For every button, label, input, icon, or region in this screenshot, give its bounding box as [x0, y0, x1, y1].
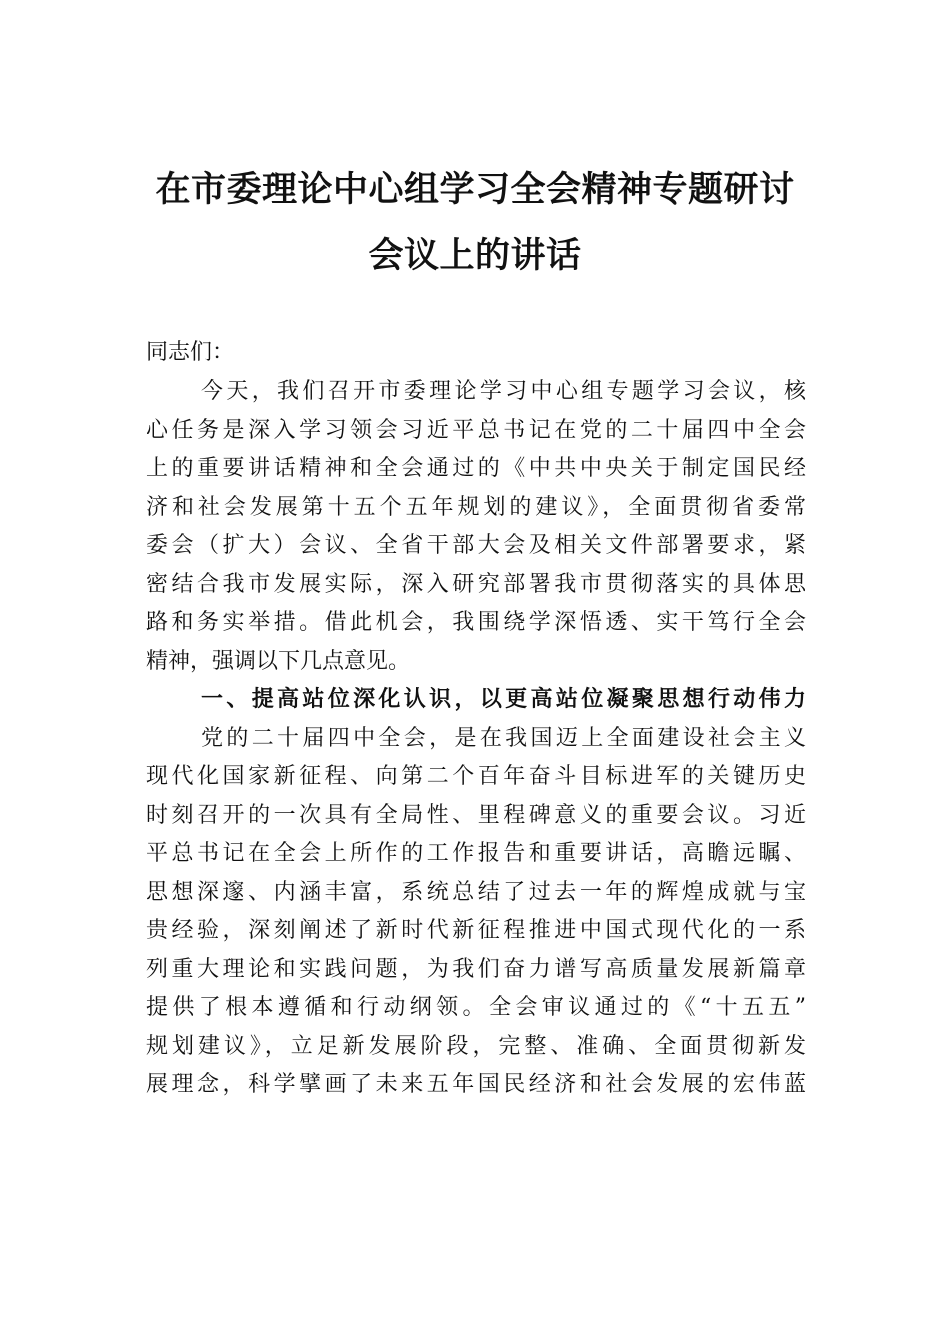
text-line: 上的重要讲话精神和全会通过的《中共中央关于制定国民经 — [146, 456, 806, 481]
document-title-line-2: 会议上的讲话 — [368, 235, 582, 276]
text-line: 列重大理论和实践问题，为我们奋力谱写高质量发展新篇章 — [146, 956, 806, 982]
text-line: 现代化国家新征程、向第二个百年奋斗目标进军的关键历史 — [146, 764, 806, 789]
document-title-line-1: 在市委理论中心组学习全会精神专题研讨 — [155, 169, 795, 210]
text-line: 贵经验，深刻阐述了新时代新征程推进中国式现代化的一系 — [146, 918, 806, 943]
text-line: 心任务是深入学习领会习近平总书记在党的二十届四中全会 — [146, 417, 806, 443]
text-line: 平总书记在全会上所作的工作报告和重要讲话，高瞻远瞩、 — [146, 841, 806, 866]
text-line: 提供了根本遵循和行动纲领。全会审议通过的《“十五五” — [146, 995, 806, 1020]
text-line: 思想深邃、内涵丰富，系统总结了过去一年的辉煌成就与宝 — [146, 879, 806, 905]
text-line: 今天，我们召开市委理论学习中心组专题学习会议，核 — [201, 379, 806, 404]
document-body — [146, 373, 806, 1105]
text-line: 规划建议》，立足新发展阶段，完整、准确、全面贯彻新发 — [146, 1033, 806, 1059]
paragraph-section-1 — [146, 720, 806, 1105]
text-line: 展理念，科学擘画了未来五年国民经济和社会发展的宏伟蓝 — [146, 1072, 806, 1097]
text-line: 委会（扩大）会议、全省干部大会及相关文件部署要求，紧 — [146, 533, 806, 558]
section-heading: 一、提高站位深化认识，以更高站位凝聚思想行动伟力 — [201, 687, 806, 712]
text-line: 密结合我市发展实际，深入研究部署我市贯彻落实的具体思 — [146, 571, 806, 597]
text-line: 济和社会发展第十五个五年规划的建议》，全面贯彻省委常 — [146, 494, 806, 520]
text-line: 路和务实举措。借此机会，我围绕学深悟透、实干笃行全会 — [146, 610, 806, 635]
text-line: 时刻召开的一次具有全局性、里程碑意义的重要会议。习近 — [146, 802, 806, 828]
salutation: 同志们： — [146, 340, 235, 365]
text-line: 党的二十届四中全会，是在我国迈上全面建设社会主义 — [201, 725, 806, 751]
text-line: 精神，强调以下几点意见。 — [146, 648, 411, 674]
paragraph-intro — [146, 373, 806, 681]
